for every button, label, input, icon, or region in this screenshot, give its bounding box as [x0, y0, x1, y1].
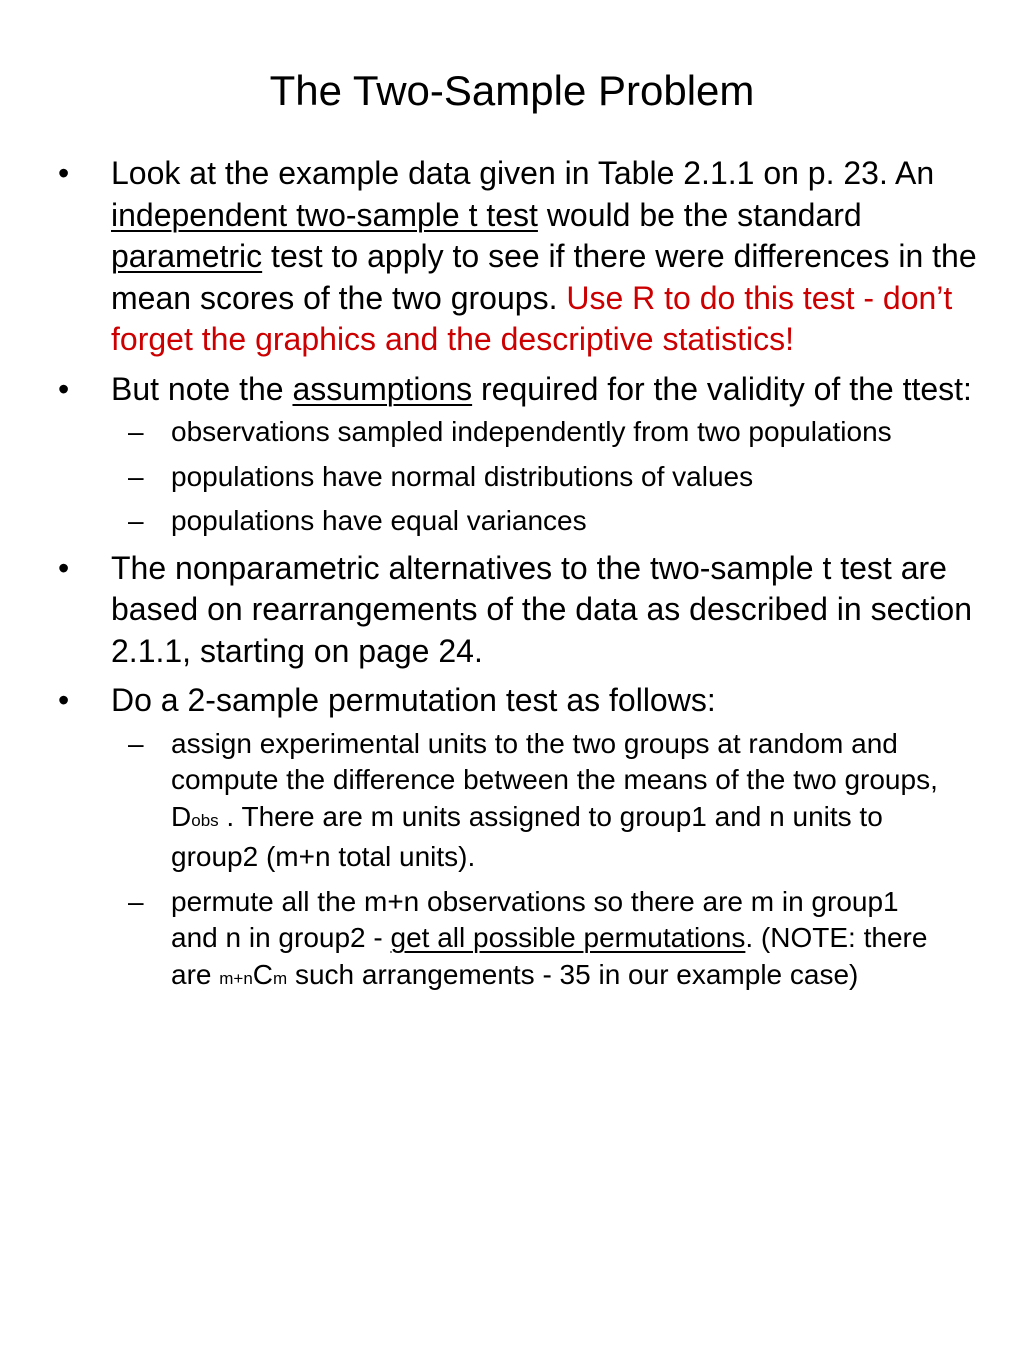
sub-text: observations sampled independently from two populations: [171, 416, 892, 447]
sub-text: such arrangements - 35 in our example case): [287, 958, 859, 990]
bullet-text: The nonparametric alternatives to the two-sample t test are based on rearrangements of the data as described in section 2.1.1, starting on page 24.: [111, 549, 972, 669]
bullet-marker: •: [58, 155, 70, 191]
sub-marker: –: [128, 505, 144, 536]
term-independent-t-test: independent two-sample t test: [111, 196, 538, 233]
bullet-text: Look at the example data given in Table 2.1.1 on p. 23. An: [111, 155, 935, 191]
bullet-list: [0, 153, 1024, 1005]
assumption-list: [111, 414, 984, 540]
sub-item-assign-units: [0, 726, 984, 876]
combination-prefix: m+n: [219, 968, 253, 988]
sub-text: . There are m units assigned to group1 and n units to group2 (m+n total units).: [171, 800, 883, 872]
sub-text: assign experimental units to the two groups at random and compute the difference between the means of the two groups, D: [171, 727, 938, 832]
sub-item-independent-sampling: [0, 414, 984, 451]
sub-marker: –: [128, 727, 144, 759]
bullet-item-nonparametric: [0, 548, 1024, 673]
sub-item-normal-distribution: [0, 459, 984, 496]
bullet-item-table-example: [0, 153, 1024, 361]
combination-suffix: m: [273, 968, 288, 988]
subscript-obs: obs: [191, 810, 219, 830]
instruction-text-red: Use R to do this test - don’t forget the graphics and the descriptive statistics!: [111, 279, 953, 357]
bullet-text: test to apply to see if there were differences in the mean scores of the two groups.: [111, 238, 977, 316]
bullet-marker: •: [58, 549, 70, 586]
bullet-text: required for the validity of the ttest:: [472, 370, 972, 407]
term-all-permutations: get all possible permutations: [390, 922, 746, 953]
sub-item-permute-observations: [0, 884, 984, 998]
bullet-item-assumptions: [0, 369, 1024, 540]
bullet-text: But note the: [111, 370, 293, 407]
bullet-text: would be the standard: [537, 196, 862, 233]
sub-marker: –: [128, 885, 144, 917]
bullet-marker: •: [58, 370, 70, 407]
bullet-marker: •: [58, 682, 70, 718]
bullet-item-permutation-test: [0, 680, 1024, 997]
sub-text: permute all the m+n observations so there are m in group1 and n in group2 -: [171, 885, 899, 953]
slide-title: The Two-Sample Problem: [269, 67, 755, 114]
bullet-text: Do a 2-sample permutation test as follows:: [111, 682, 716, 718]
permutation-steps-list: [111, 726, 984, 998]
sub-text: populations have equal variances: [171, 505, 587, 536]
combination-symbol: C: [252, 958, 274, 990]
sub-marker: –: [128, 416, 144, 447]
sub-item-equal-variances: [0, 503, 984, 540]
sub-marker: –: [128, 460, 144, 492]
term-assumptions: assumptions: [292, 370, 473, 407]
sub-text: populations have normal distributions of values: [171, 460, 754, 492]
sub-text: . (NOTE: there are: [171, 922, 928, 990]
term-parametric: parametric: [111, 238, 263, 274]
